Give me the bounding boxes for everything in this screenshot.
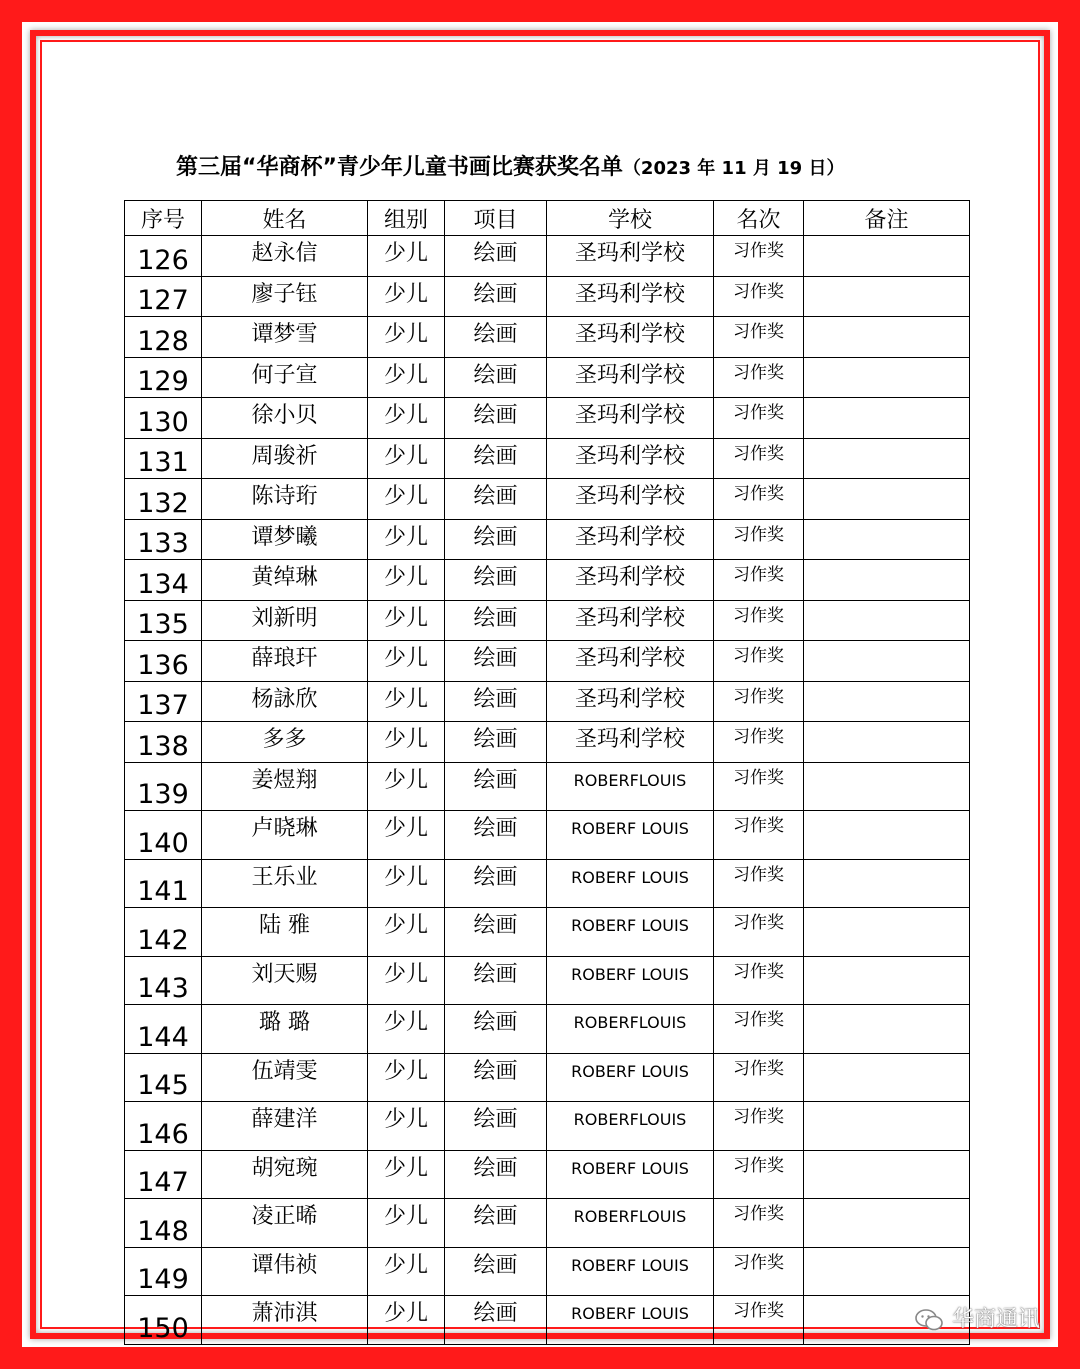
table-row bbox=[125, 1150, 970, 1199]
row-school: ROBERFLOUIS bbox=[547, 1199, 714, 1248]
row-number: 130 bbox=[125, 398, 202, 439]
row-name: 黄绰琳 bbox=[202, 560, 368, 601]
row-rank: 习作奖 bbox=[714, 438, 804, 479]
row-school: 圣玛利学校 bbox=[547, 479, 714, 520]
row-name: 萧沛淇 bbox=[202, 1296, 368, 1345]
row-number: 138 bbox=[125, 722, 202, 763]
table-body bbox=[125, 236, 970, 1345]
header-school: 学校 bbox=[547, 201, 714, 236]
row-school: 圣玛利学校 bbox=[547, 560, 714, 601]
table-row bbox=[125, 681, 970, 722]
row-school: 圣玛利学校 bbox=[547, 357, 714, 398]
table-row bbox=[125, 1102, 970, 1151]
row-name: 廖子钰 bbox=[202, 276, 368, 317]
row-note bbox=[804, 236, 970, 277]
table-row bbox=[125, 317, 970, 358]
row-name: 谭伟祯 bbox=[202, 1247, 368, 1296]
header-number: 序号 bbox=[125, 201, 202, 236]
wechat-icon bbox=[914, 1309, 944, 1331]
row-group: 少儿 bbox=[368, 317, 445, 358]
row-item: 绘画 bbox=[445, 1102, 547, 1151]
row-school: ROBERF LOUIS bbox=[547, 956, 714, 1005]
row-item: 绘画 bbox=[445, 1247, 547, 1296]
row-group: 少儿 bbox=[368, 560, 445, 601]
row-group: 少儿 bbox=[368, 438, 445, 479]
row-number: 150 bbox=[125, 1296, 202, 1345]
row-note bbox=[804, 519, 970, 560]
table-row bbox=[125, 600, 970, 641]
row-item: 绘画 bbox=[445, 438, 547, 479]
row-rank: 习作奖 bbox=[714, 398, 804, 439]
row-note bbox=[804, 859, 970, 908]
header-note: 备注 bbox=[804, 201, 970, 236]
row-number: 137 bbox=[125, 681, 202, 722]
row-number: 141 bbox=[125, 859, 202, 908]
row-item: 绘画 bbox=[445, 398, 547, 439]
row-name: 薛建洋 bbox=[202, 1102, 368, 1151]
row-number: 149 bbox=[125, 1247, 202, 1296]
row-number: 145 bbox=[125, 1053, 202, 1102]
row-rank: 习作奖 bbox=[714, 519, 804, 560]
row-rank: 习作奖 bbox=[714, 681, 804, 722]
row-group: 少儿 bbox=[368, 276, 445, 317]
row-rank: 习作奖 bbox=[714, 1102, 804, 1151]
row-rank: 习作奖 bbox=[714, 811, 804, 860]
row-school: ROBERF LOUIS bbox=[547, 1247, 714, 1296]
row-item: 绘画 bbox=[445, 600, 547, 641]
table-row bbox=[125, 811, 970, 860]
row-name: 杨詠欣 bbox=[202, 681, 368, 722]
table-row bbox=[125, 276, 970, 317]
title-main: 第三届“华商杯”青少年儿童书画比赛获奖名单 bbox=[176, 155, 623, 180]
row-note bbox=[804, 956, 970, 1005]
row-rank: 习作奖 bbox=[714, 1247, 804, 1296]
table-row bbox=[125, 519, 970, 560]
row-group: 少儿 bbox=[368, 236, 445, 277]
row-group: 少儿 bbox=[368, 479, 445, 520]
table-row bbox=[125, 762, 970, 811]
row-rank: 习作奖 bbox=[714, 641, 804, 682]
table-row bbox=[125, 641, 970, 682]
watermark bbox=[914, 1302, 1040, 1333]
row-school: ROBERF LOUIS bbox=[547, 908, 714, 957]
row-item: 绘画 bbox=[445, 641, 547, 682]
row-rank: 习作奖 bbox=[714, 600, 804, 641]
row-note bbox=[804, 600, 970, 641]
row-school: 圣玛利学校 bbox=[547, 276, 714, 317]
row-number: 139 bbox=[125, 762, 202, 811]
table-row bbox=[125, 1199, 970, 1248]
row-item: 绘画 bbox=[445, 908, 547, 957]
row-rank: 习作奖 bbox=[714, 317, 804, 358]
table-row bbox=[125, 560, 970, 601]
table-row bbox=[125, 1005, 970, 1054]
row-group: 少儿 bbox=[368, 762, 445, 811]
row-number: 146 bbox=[125, 1102, 202, 1151]
row-group: 少儿 bbox=[368, 722, 445, 763]
row-school: 圣玛利学校 bbox=[547, 722, 714, 763]
row-group: 少儿 bbox=[368, 641, 445, 682]
row-school: 圣玛利学校 bbox=[547, 519, 714, 560]
row-number: 143 bbox=[125, 956, 202, 1005]
row-item: 绘画 bbox=[445, 357, 547, 398]
row-school: ROBERF LOUIS bbox=[547, 1296, 714, 1345]
row-number: 133 bbox=[125, 519, 202, 560]
table-row bbox=[125, 908, 970, 957]
row-rank: 习作奖 bbox=[714, 236, 804, 277]
title-date: （2023 年 11 月 19 日） bbox=[622, 158, 845, 179]
row-school: ROBERFLOUIS bbox=[547, 762, 714, 811]
row-number: 140 bbox=[125, 811, 202, 860]
table-row bbox=[125, 438, 970, 479]
row-note bbox=[804, 1247, 970, 1296]
row-school: ROBERFLOUIS bbox=[547, 1005, 714, 1054]
row-number: 127 bbox=[125, 276, 202, 317]
row-name: 璐 璐 bbox=[202, 1005, 368, 1054]
row-item: 绘画 bbox=[445, 1296, 547, 1345]
row-number: 129 bbox=[125, 357, 202, 398]
row-rank: 习作奖 bbox=[714, 479, 804, 520]
row-rank: 习作奖 bbox=[714, 1199, 804, 1248]
row-note bbox=[804, 762, 970, 811]
row-note bbox=[804, 1199, 970, 1248]
row-number: 131 bbox=[125, 438, 202, 479]
row-name: 谭梦雪 bbox=[202, 317, 368, 358]
row-group: 少儿 bbox=[368, 811, 445, 860]
row-group: 少儿 bbox=[368, 956, 445, 1005]
row-item: 绘画 bbox=[445, 811, 547, 860]
row-note bbox=[804, 1150, 970, 1199]
row-school: ROBERF LOUIS bbox=[547, 1150, 714, 1199]
row-school: 圣玛利学校 bbox=[547, 398, 714, 439]
row-number: 128 bbox=[125, 317, 202, 358]
table-row bbox=[125, 722, 970, 763]
row-note bbox=[804, 357, 970, 398]
row-note bbox=[804, 1102, 970, 1151]
row-note bbox=[804, 317, 970, 358]
row-number: 136 bbox=[125, 641, 202, 682]
table-header-row bbox=[125, 201, 970, 236]
row-school: ROBERF LOUIS bbox=[547, 811, 714, 860]
row-note bbox=[804, 641, 970, 682]
row-item: 绘画 bbox=[445, 560, 547, 601]
table-row bbox=[125, 1053, 970, 1102]
row-group: 少儿 bbox=[368, 908, 445, 957]
row-number: 132 bbox=[125, 479, 202, 520]
row-name: 薛琅玕 bbox=[202, 641, 368, 682]
row-item: 绘画 bbox=[445, 859, 547, 908]
awards-table bbox=[124, 200, 970, 1345]
row-school: 圣玛利学校 bbox=[547, 681, 714, 722]
row-group: 少儿 bbox=[368, 1005, 445, 1054]
row-name: 凌正晞 bbox=[202, 1199, 368, 1248]
row-note bbox=[804, 681, 970, 722]
row-note bbox=[804, 438, 970, 479]
header-name: 姓名 bbox=[202, 201, 368, 236]
row-item: 绘画 bbox=[445, 1053, 547, 1102]
table-row bbox=[125, 479, 970, 520]
row-name: 刘天赐 bbox=[202, 956, 368, 1005]
row-rank: 习作奖 bbox=[714, 1150, 804, 1199]
row-number: 126 bbox=[125, 236, 202, 277]
row-school: 圣玛利学校 bbox=[547, 236, 714, 277]
row-school: 圣玛利学校 bbox=[547, 600, 714, 641]
table-row bbox=[125, 357, 970, 398]
row-name: 王乐业 bbox=[202, 859, 368, 908]
row-group: 少儿 bbox=[368, 519, 445, 560]
row-note bbox=[804, 722, 970, 763]
row-item: 绘画 bbox=[445, 317, 547, 358]
row-item: 绘画 bbox=[445, 236, 547, 277]
row-note bbox=[804, 276, 970, 317]
watermark-text: 华商通讯 bbox=[951, 1307, 1040, 1332]
row-number: 144 bbox=[125, 1005, 202, 1054]
table-row bbox=[125, 859, 970, 908]
row-note bbox=[804, 811, 970, 860]
table-row bbox=[125, 1247, 970, 1296]
row-number: 135 bbox=[125, 600, 202, 641]
row-number: 134 bbox=[125, 560, 202, 601]
header-group: 组别 bbox=[368, 201, 445, 236]
row-school: ROBERFLOUIS bbox=[547, 1102, 714, 1151]
row-name: 陈诗珩 bbox=[202, 479, 368, 520]
row-rank: 习作奖 bbox=[714, 1005, 804, 1054]
row-group: 少儿 bbox=[368, 1150, 445, 1199]
row-note bbox=[804, 479, 970, 520]
row-note bbox=[804, 1005, 970, 1054]
row-note bbox=[804, 560, 970, 601]
row-rank: 习作奖 bbox=[714, 956, 804, 1005]
row-number: 142 bbox=[125, 908, 202, 957]
row-school: 圣玛利学校 bbox=[547, 438, 714, 479]
row-item: 绘画 bbox=[445, 762, 547, 811]
row-rank: 习作奖 bbox=[714, 859, 804, 908]
row-group: 少儿 bbox=[368, 1102, 445, 1151]
row-name: 姜煜翔 bbox=[202, 762, 368, 811]
row-name: 何子宣 bbox=[202, 357, 368, 398]
row-name: 胡宛琬 bbox=[202, 1150, 368, 1199]
row-group: 少儿 bbox=[368, 1296, 445, 1345]
row-note bbox=[804, 1053, 970, 1102]
row-number: 147 bbox=[125, 1150, 202, 1199]
row-rank: 习作奖 bbox=[714, 1296, 804, 1345]
row-group: 少儿 bbox=[368, 859, 445, 908]
row-rank: 习作奖 bbox=[714, 276, 804, 317]
row-name: 陆 雅 bbox=[202, 908, 368, 957]
row-name: 卢晓琳 bbox=[202, 811, 368, 860]
row-group: 少儿 bbox=[368, 398, 445, 439]
row-school: ROBERF LOUIS bbox=[547, 859, 714, 908]
row-item: 绘画 bbox=[445, 722, 547, 763]
row-item: 绘画 bbox=[445, 276, 547, 317]
table-row bbox=[125, 1296, 970, 1345]
row-name: 周骏祈 bbox=[202, 438, 368, 479]
header-rank: 名次 bbox=[714, 201, 804, 236]
row-number: 148 bbox=[125, 1199, 202, 1248]
row-rank: 习作奖 bbox=[714, 1053, 804, 1102]
row-item: 绘画 bbox=[445, 1005, 547, 1054]
row-name: 谭梦曦 bbox=[202, 519, 368, 560]
row-item: 绘画 bbox=[445, 681, 547, 722]
row-group: 少儿 bbox=[368, 1053, 445, 1102]
row-group: 少儿 bbox=[368, 1247, 445, 1296]
row-item: 绘画 bbox=[445, 1150, 547, 1199]
row-group: 少儿 bbox=[368, 1199, 445, 1248]
row-item: 绘画 bbox=[445, 519, 547, 560]
table-row bbox=[125, 956, 970, 1005]
row-item: 绘画 bbox=[445, 1199, 547, 1248]
document-title bbox=[176, 150, 906, 181]
row-group: 少儿 bbox=[368, 600, 445, 641]
row-rank: 习作奖 bbox=[714, 762, 804, 811]
table-row bbox=[125, 236, 970, 277]
row-rank: 习作奖 bbox=[714, 560, 804, 601]
row-school: 圣玛利学校 bbox=[547, 317, 714, 358]
row-name: 赵永信 bbox=[202, 236, 368, 277]
row-school: ROBERF LOUIS bbox=[547, 1053, 714, 1102]
row-school: 圣玛利学校 bbox=[547, 641, 714, 682]
row-rank: 习作奖 bbox=[714, 357, 804, 398]
row-name: 刘新明 bbox=[202, 600, 368, 641]
header-item: 项目 bbox=[445, 201, 547, 236]
row-rank: 习作奖 bbox=[714, 722, 804, 763]
row-note bbox=[804, 908, 970, 957]
row-item: 绘画 bbox=[445, 479, 547, 520]
row-item: 绘画 bbox=[445, 956, 547, 1005]
row-name: 伍靖雯 bbox=[202, 1053, 368, 1102]
row-note bbox=[804, 398, 970, 439]
row-group: 少儿 bbox=[368, 681, 445, 722]
row-group: 少儿 bbox=[368, 357, 445, 398]
row-rank: 习作奖 bbox=[714, 908, 804, 957]
row-name: 徐小贝 bbox=[202, 398, 368, 439]
table-row bbox=[125, 398, 970, 439]
row-name: 多多 bbox=[202, 722, 368, 763]
